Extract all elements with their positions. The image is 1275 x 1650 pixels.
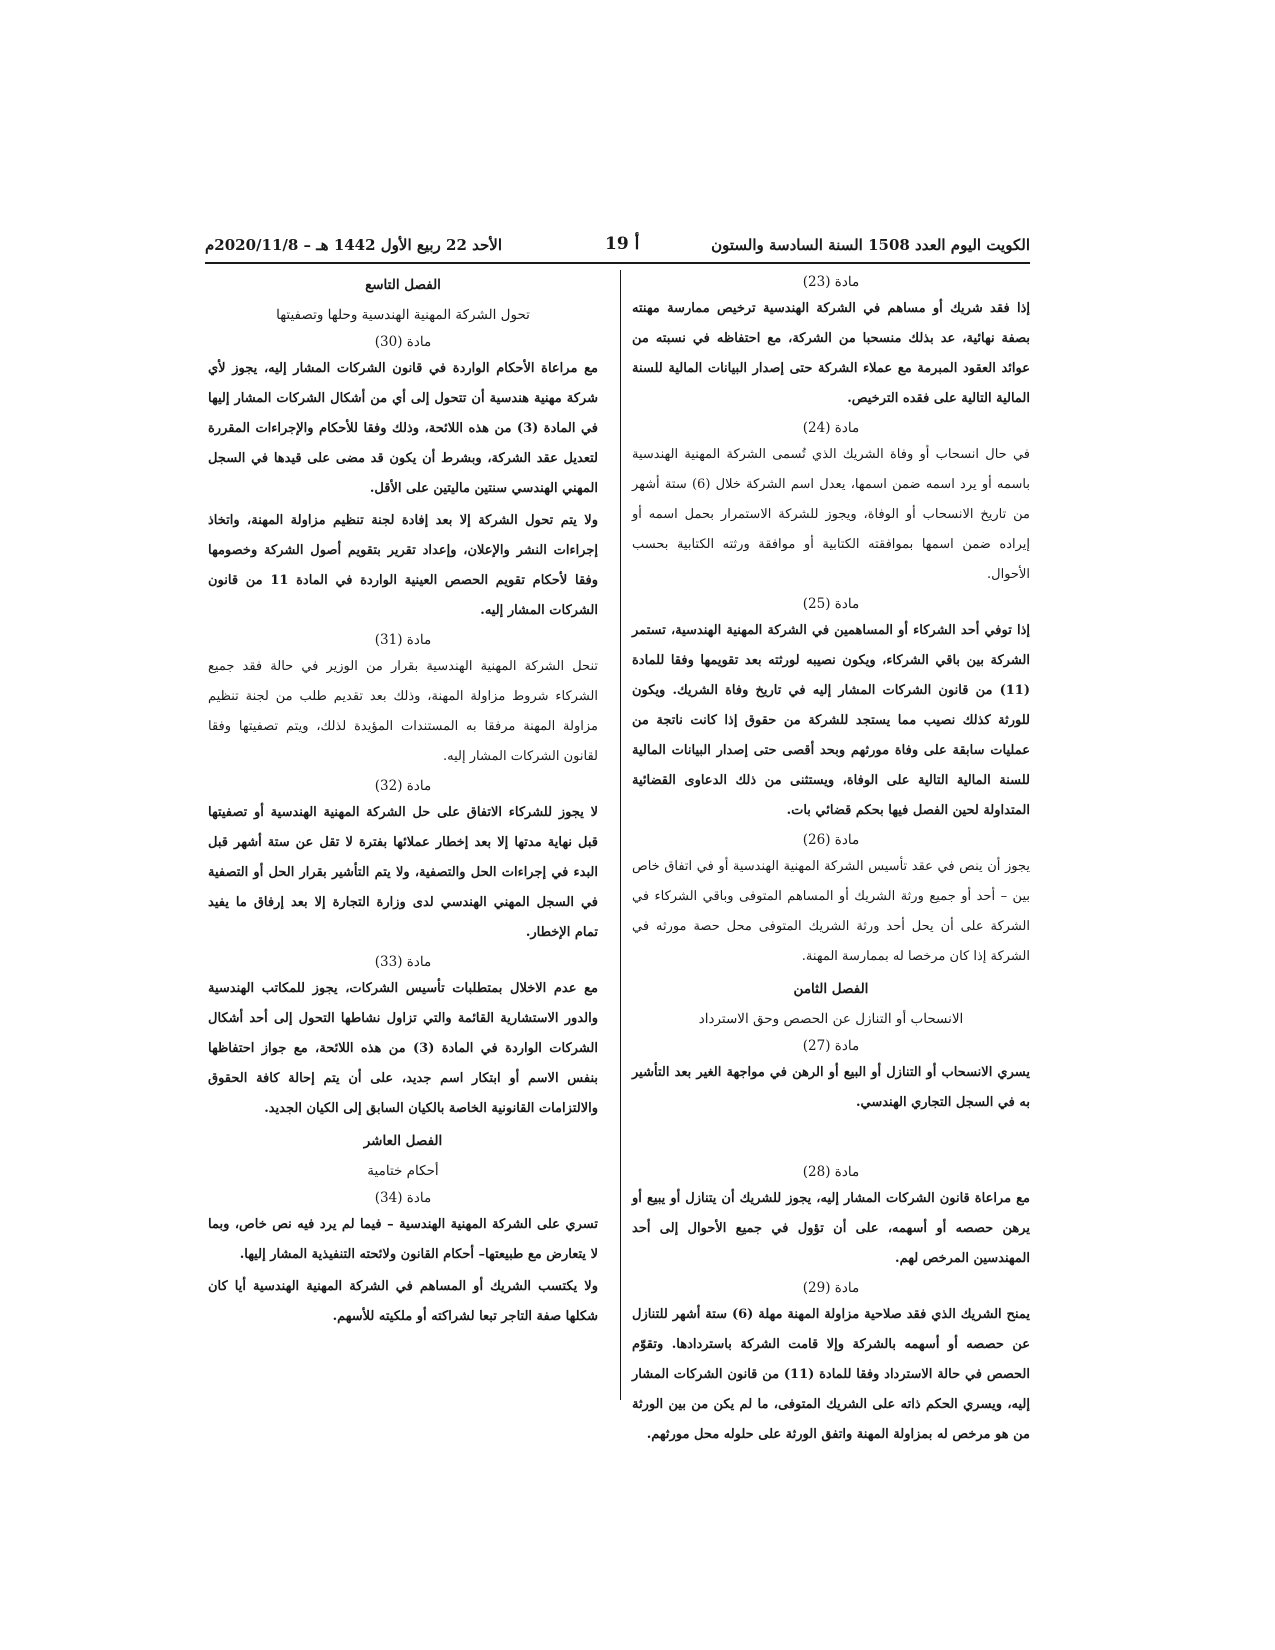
article-29-title: مادة (29) (802, 1280, 860, 1296)
article-24-title: مادة (24) (802, 420, 860, 436)
article-25-title: مادة (25) (802, 596, 860, 612)
article-31-title: مادة (31) (374, 632, 432, 648)
right-column (632, 270, 1030, 1452)
article-27-title: مادة (27) (802, 1038, 860, 1054)
chapter-9-title: الفصل التاسع (365, 277, 441, 293)
chapter-8-title: الفصل الثامن (793, 981, 869, 997)
article-31-text: تنحل الشركة المهنية الهندسية بقرار من الوزير في حالة فقد جميع الشركاء شروط مزاولة المهنة، وذلك بعد تقديم طلب من لجنة تنظيم مزاولة المهنة مرفقا به المستندات المؤيدة لذلك، ويتم تصفيتها وفقا لقانون الشركات المشار إليه. (208, 659, 598, 764)
page-number: 19 أ (605, 234, 640, 254)
chapter-10-title: الفصل العاشر (363, 1133, 443, 1149)
article-34-text-1: تسري على الشركة المهنية الهندسية – فيما لم يرد فيه نص خاص، وبما لا يتعارض مع طبيعتها– أحكام القانون ولائحته التنفيذية المشار إليها. (208, 1217, 598, 1262)
chapter-8-subtitle: الانسحاب أو التنازل عن الحصص وحق الاسترداد (698, 1011, 964, 1027)
article-23-text: إذا فقد شريك أو مساهم في الشركة الهندسية ترخيص ممارسة مهنته بصفة نهائية، عد بذلك منسحبا من الشركة، مع احتفاظه في نسبته من عوائد العقود المبرمة مع عملاء الشركة حتى إصدار البيانات المالية للسنة المالية التالية على فقده الترخيص. (632, 301, 1030, 406)
chapter-10-subtitle: أحكام ختامية (367, 1163, 439, 1179)
header-rule (205, 262, 1030, 264)
article-33-title: مادة (33) (374, 954, 432, 970)
article-30-title: مادة (30) (374, 334, 432, 350)
article-33-text: مع عدم الاخلال بمتطلبات تأسيس الشركات، يجوز للمكاتب الهندسية والدور الاستشارية القائمة والتي تزاول نشاطها التحول إلى أحد أشكال الشركات الواردة في المادة (3) من هذه اللائحة، مع جواز احتفاظها بنفس الاسم أو ابتكار اسم جديد، على أن يتم إحالة كافة الحقوق والالتزامات القانونية الخاصة بالكيان السابق إلى الكيان الجديد. (208, 981, 599, 1116)
article-28-title: مادة (28) (802, 1164, 860, 1180)
article-25-text: إذا توفي أحد الشركاء أو المساهمين في الشركة المهنية الهندسية، تستمر الشركة بين باقي الشركاء، ويكون نصيبه لورثته بعد تقويمها وفقا للمادة (11) من قانون الشركات المشار إليه في تاريخ وفاة الشريك. ويكون للورثة كذلك نصيب مما يستجد للشركة من حقوق إذا كانت ناتجة من عمليات سابقة على وفاة مورثهم وبحد أقصى حتى إصدار البيانات المالية للسنة المالية التالية على الوفاة، ويستثنى من ذلك الدعاوى القضائية المتداولة لحين الفصل فيها بحكم قضائي بات. (632, 623, 1030, 818)
page-header (205, 232, 1030, 260)
article-23-title: مادة (23) (802, 274, 860, 290)
header-gazette-title: الكويت اليوم العدد 1508 السنة السادسة والستون (711, 236, 1030, 254)
article-28-text: مع مراعاة قانون الشركات المشار إليه، يجوز للشريك أن يتنازل أو يبيع أو يرهن حصصه أو أسهمه، على أن تؤول في جميع الأحوال إلى أحد المهندسين المرخص لهم. (632, 1191, 1030, 1266)
chapter-9-subtitle: تحول الشركة المهنية الهندسية وحلها وتصفيتها (276, 307, 530, 323)
left-column (208, 270, 598, 1334)
article-29-text: يمنح الشريك الذي فقد صلاحية مزاولة المهنة مهلة (6) ستة أشهر للتنازل عن حصصه أو أسهمه بالشركة وإلا قامت الشركة باستردادها. وتقوّم الحصص في حالة الاسترداد وفقا للمادة (11) من قانون الشركات المشار إليه، ويسري الحكم ذاته على الشريك المتوفى، ما لم يكن من بين الورثة من هو مرخص له بمزاولة المهنة واتفق الورثة على حلوله محل مورثهم. (632, 1307, 1030, 1442)
article-32-text: لا يجوز للشركاء الاتفاق على حل الشركة المهنية الهندسية أو تصفيتها قبل نهاية مدتها إلا بعد إخطار عملائها بفترة لا تقل عن ستة أشهر قبل البدء في إجراءات الحل والتصفية، ولا يتم التأشير بقرار الحل أو التصفية في السجل المهني الهندسي لدى وزارة التجارة إلا بعد إرفاق ما يفيد تمام الإخطار. (208, 805, 598, 940)
article-26-text: يجوز أن ينص في عقد تأسيس الشركة المهنية الهندسية أو في اتفاق خاص بين – أحد أو جميع ورثة الشريك أو المساهم المتوفى وباقي الشركاء في الشركة على أن يحل أحد ورثة الشريك المتوفى محل حصة مورثه في الشركة إذا كان مرخصا له بممارسة المهنة. (632, 859, 1030, 964)
article-24-text: في حال انسحاب أو وفاة الشريك الذي تُسمى الشركة المهنية الهندسية باسمه أو يرد اسمه ضمن اسمها، يعدل اسم الشركة خلال (6) ستة أشهر من تاريخ الانسحاب أو الوفاة، ويجوز للشركة الاستمرار بحمل اسمه أو إيراده ضمن اسمها بموافقته الكتابية أو موافقة ورثته الكتابية بحسب الأحوال. (632, 447, 1030, 582)
article-26-title: مادة (26) (802, 832, 860, 848)
article-27-text: يسري الانسحاب أو التنازل أو البيع أو الرهن في مواجهة الغير بعد التأشير به في السجل التجاري الهندسي. (632, 1065, 1030, 1110)
article-32-title: مادة (32) (374, 778, 432, 794)
article-34-title: مادة (34) (374, 1190, 432, 1206)
article-30-text-1: مع مراعاة الأحكام الواردة في قانون الشركات المشار إليه، يجوز لأي شركة مهنية هندسية أن تتحول إلى أي من أشكال الشركات المشار إليها في المادة (3) من هذه اللائحة، وذلك وفقا للأحكام والإجراءات المقررة لتعديل عقد الشركة، وبشرط أن يكون قد مضى على قيدها في السجل المهني الهندسي سنتين ماليتين على الأقل. (208, 361, 598, 496)
article-30-text-2: ولا يتم تحول الشركة إلا بعد إفادة لجنة تنظيم مزاولة المهنة، واتخاذ إجراءات النشر والإعلان، وإعداد تقرير بتقويم أصول الشركة وخصومها وفقا لأحكام تقويم الحصص العينية الواردة في المادة 11 من قانون الشركات المشار إليه. (208, 513, 599, 618)
article-34-text-2: ولا يكتسب الشريك أو المساهم في الشركة المهنية الهندسية أيا كان شكلها صفة التاجر تبعا لشراكته أو ملكيته للأسهم. (208, 1279, 598, 1324)
column-divider (620, 270, 621, 1400)
spacer (632, 1120, 1030, 1160)
header-date: الأحد 22 ربيع الأول 1442 هـ – 2020/11/8م (205, 236, 502, 254)
